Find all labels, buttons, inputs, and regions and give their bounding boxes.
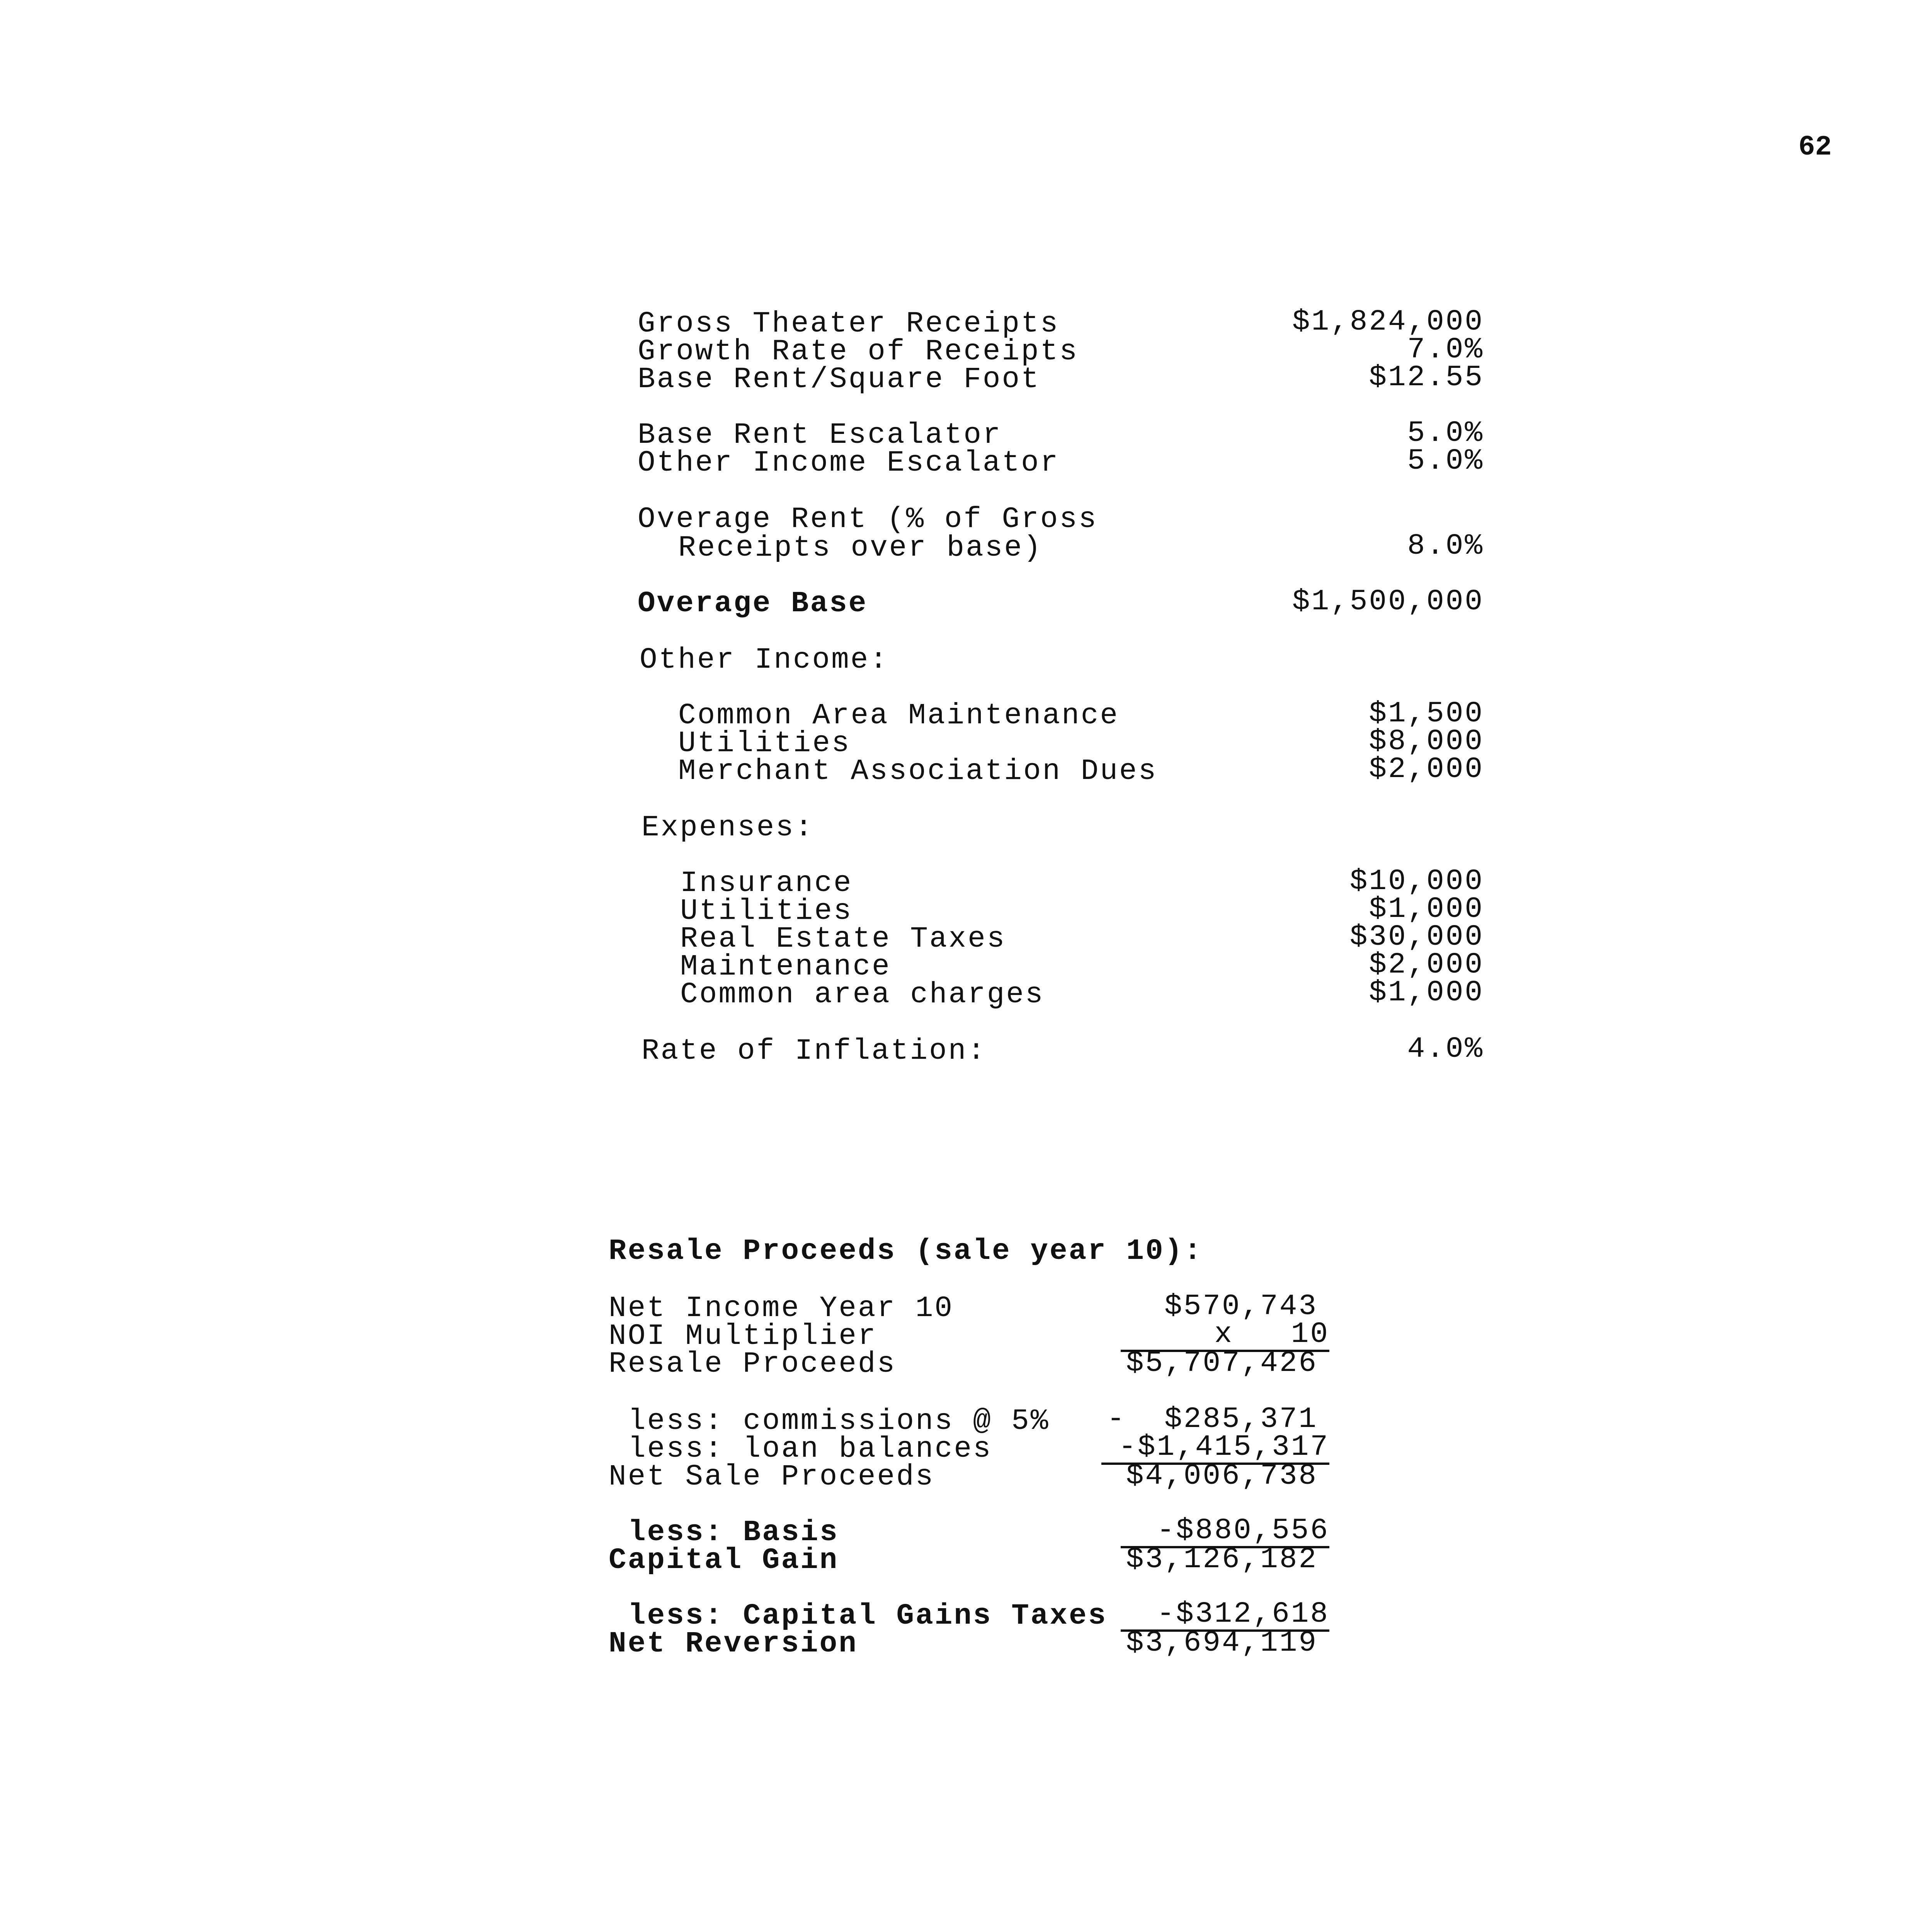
other-income-item-value: $1,500	[1369, 697, 1484, 730]
net-sale-proceeds-label: Net Sale Proceeds	[609, 1460, 935, 1493]
expense-item-label: Maintenance	[680, 950, 891, 983]
noi-multiplier-value: x 10	[1121, 1320, 1329, 1352]
other-income-escalator-value: 5.0%	[1407, 444, 1484, 478]
less-loan-balances-value: -$1,415,317	[1101, 1432, 1329, 1465]
net-income-year-10-label: Net Income Year 10	[609, 1292, 954, 1325]
expense-item-value: $10,000	[1349, 865, 1484, 898]
expense-item-value: $2,000	[1369, 948, 1484, 981]
less-loan-balances-label: less: loan balances	[628, 1432, 992, 1466]
less-commissions-value: - $285,371	[1107, 1403, 1318, 1436]
gross-theater-receipts-label: Gross Theater Receipts	[638, 307, 1060, 340]
growth-rate-label: Growth Rate of Receipts	[638, 335, 1079, 368]
expense-item-label: Real Estate Taxes	[680, 922, 1006, 956]
overage-rent-value: 8.0%	[1407, 529, 1484, 563]
base-rent-value: $12.55	[1369, 361, 1484, 394]
growth-rate-value: 7.0%	[1407, 333, 1484, 366]
rate-of-inflation-value: 4.0%	[1407, 1032, 1484, 1066]
expense-item-label: Utilities	[680, 895, 853, 928]
expense-item-value: $1,000	[1369, 976, 1484, 1009]
expense-item-label: Insurance	[680, 867, 853, 900]
other-income-item-label: Merchant Association Dues	[678, 755, 1158, 788]
base-rent-label: Base Rent/Square Foot	[638, 363, 1040, 396]
less-basis-label: less: Basis	[628, 1516, 839, 1549]
resale-proceeds-label: Resale Proceeds	[609, 1347, 897, 1381]
overage-base-label: Overage Base	[638, 587, 868, 620]
overage-rent-label-line1: Overage Rent (% of Gross	[638, 503, 1098, 536]
expense-item-label: Common area charges	[680, 978, 1045, 1011]
noi-multiplier-label: NOI Multiplier	[609, 1320, 877, 1353]
other-income-escalator-label: Other Income Escalator	[638, 446, 1060, 480]
page-number: 62	[1798, 131, 1832, 163]
other-income-item-value: $8,000	[1369, 725, 1484, 758]
capital-gain-label: Capital Gain	[609, 1544, 839, 1577]
net-sale-proceeds-value: $4,006,738	[1126, 1459, 1318, 1493]
overage-rent-label-line2: Receipts over base)	[678, 531, 1043, 565]
net-reversion-value: $3,694,119	[1126, 1626, 1318, 1660]
other-income-item-value: $2,000	[1369, 753, 1484, 786]
gross-theater-receipts-value: $1,824,000	[1292, 305, 1484, 338]
other-income-heading: Other Income:	[640, 643, 889, 677]
less-capital-gains-taxes-label: less: Capital Gains Taxes	[628, 1599, 1108, 1633]
net-income-year-10-value: $570,743	[1164, 1290, 1318, 1323]
other-income-item-label: Common Area Maintenance	[678, 699, 1119, 732]
expense-item-value: $1,000	[1369, 893, 1484, 926]
less-basis-value: -$880,556	[1121, 1516, 1329, 1548]
resale-heading: Resale Proceeds (sale year 10):	[609, 1235, 1203, 1268]
resale-proceeds-value: $5,707,426	[1126, 1347, 1318, 1380]
rate-of-inflation-label: Rate of Inflation:	[642, 1034, 987, 1068]
overage-base-value: $1,500,000	[1292, 585, 1484, 618]
capital-gain-value: $3,126,182	[1126, 1543, 1318, 1576]
base-rent-escalator-value: 5.0%	[1407, 417, 1484, 450]
base-rent-escalator-label: Base Rent Escalator	[638, 418, 1002, 452]
less-capital-gains-taxes-value: -$312,618	[1121, 1599, 1329, 1632]
expenses-heading: Expenses:	[642, 811, 814, 844]
other-income-item-label: Utilities	[678, 727, 851, 760]
less-commissions-label: less: commissions @ 5%	[628, 1405, 1050, 1438]
net-reversion-label: Net Reversion	[609, 1627, 858, 1660]
expense-item-value: $30,000	[1349, 920, 1484, 954]
